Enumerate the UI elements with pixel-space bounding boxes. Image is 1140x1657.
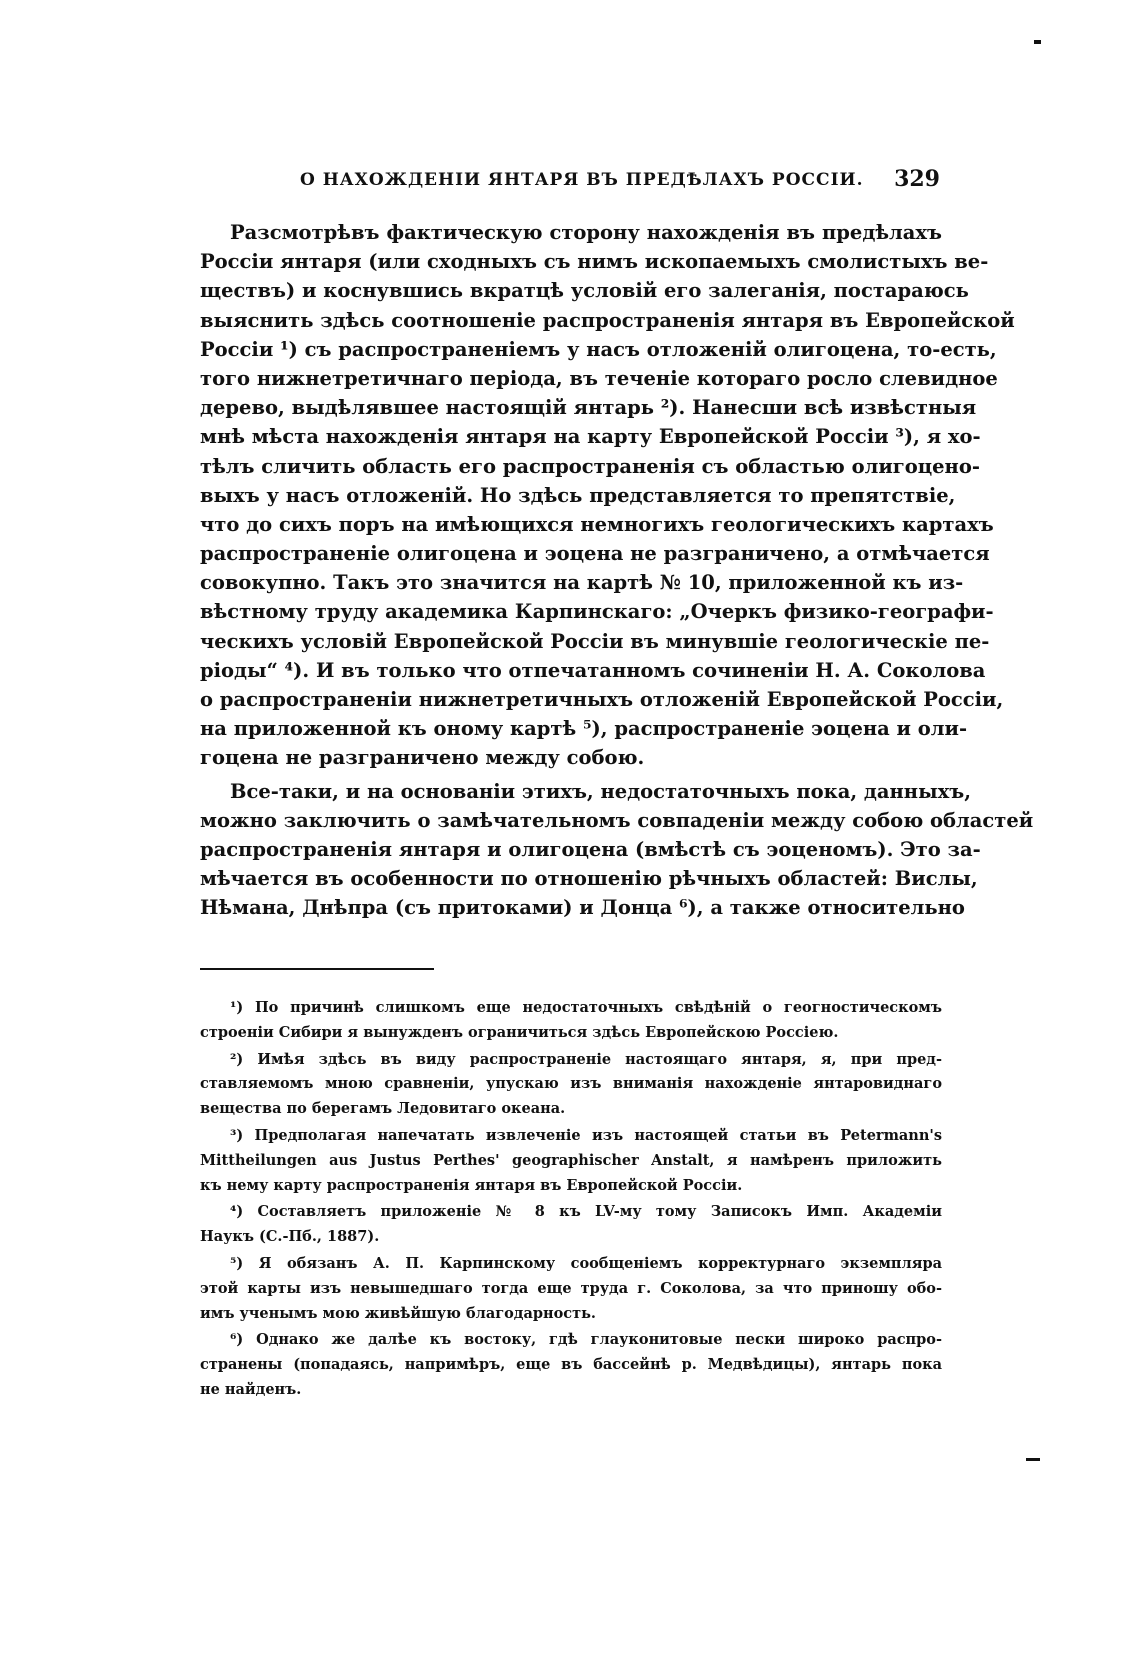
main-text	[200, 218, 1034, 923]
footnote-line: ²) Имѣя здѣсь въ виду распространеніе настоящаго янтаря, я, при пред-	[230, 1050, 942, 1068]
text-line: выяснить здѣсь соотношеніе распространенія янтаря въ Европейской	[200, 308, 1015, 332]
text-line: выхъ у насъ отложеній. Но здѣсь представляется то препятствіе,	[200, 483, 956, 507]
footnote-5	[200, 1252, 942, 1326]
running-header	[200, 166, 940, 200]
page-number: 329	[894, 166, 940, 192]
footnote-line: ³) Предполагая напечатать извлеченіе изъ настоящей статьи въ Petermann's	[230, 1126, 942, 1144]
text-line: о распространеніи нижнетретичныхъ отложеній Европейской Россіи,	[200, 688, 1004, 711]
footnotes	[200, 996, 942, 1403]
text-line: мнѣ мѣста нахожденія янтаря на карту Европейской Россіи ³), я хо-	[200, 425, 981, 449]
footnote-line: ¹) По причинѣ слишкомъ еще недостаточныхъ свѣдѣній о геогностическомъ	[230, 999, 942, 1016]
footnote-line: строеніи Сибири я вынужденъ ограничиться здѣсь Европейскою Россіею.	[200, 1023, 839, 1041]
text-line: гоцена не разграничено между собою.	[200, 746, 645, 770]
text-line: Все-таки, и на основаніи этихъ, недостаточныхъ пока, данныхъ,	[230, 779, 971, 803]
footnote-line: не найденъ.	[200, 1380, 302, 1398]
footnote-line: вещества по берегамъ Ледовитаго океана.	[200, 1100, 566, 1118]
text-line: на приложенной къ оному картѣ ⁵), распространеніе эоцена и оли-	[200, 717, 968, 741]
text-line: ріоды“ ⁴). И въ только что отпечатанномъ сочиненіи Н. А. Соколова	[200, 658, 986, 682]
text-line: мѣчается въ особенности по отношенію рѣчныхъ областей: Вислы,	[200, 867, 978, 891]
text-line: можно заключить о замѣчательномъ совпаденіи между собою областей	[200, 808, 1034, 832]
text-line: что до сихъ поръ на имѣющихся немногихъ геологическихъ картахъ	[200, 512, 994, 536]
text-line: Нѣмана, Днѣпра (съ притоками) и Донца ⁶), а также относительно	[200, 896, 965, 920]
text-line: ществъ) и коснувшись вкратцѣ условій его залеганія, постараюсь	[200, 279, 969, 303]
footnote-line: ⁶) Однако же далѣе къ востоку, гдѣ глауконитовые пески широко распро-	[230, 1331, 942, 1349]
text-line: тѣлъ сличить область его распространенія съ областью олигоцено-	[200, 454, 980, 478]
text-line: Россіи янтаря (или сходныхъ съ нимъ ископаемыхъ смолистыхъ ве-	[200, 250, 989, 274]
footnote-line: имъ ученымъ мою живѣйшую благодарность.	[200, 1304, 596, 1322]
scan-mark-bottom	[1026, 1458, 1040, 1461]
text-line: того нижнетретичнаго періода, въ теченіе котораго росло слевидное	[200, 366, 998, 390]
scan-mark-top	[1034, 40, 1041, 44]
footnote-line: Mittheilungen aus Justus Perthes' geographischer Anstalt, я намѣренъ приложить	[200, 1151, 942, 1169]
text-line: вѣстному труду академика Карпинскаго: „Очеркъ физико-географи-	[200, 600, 994, 624]
footnote-line: Наукъ (С.-Пб., 1887).	[200, 1228, 380, 1246]
paragraph-2	[200, 777, 1034, 923]
footnote-1	[200, 996, 942, 1046]
footnote-divider	[200, 968, 434, 970]
header-title: О НАХОЖДЕНІИ ЯНТАРЯ ВЪ ПРЕДѢЛАХЪ РОССІИ.	[300, 170, 864, 190]
text-line: распространеніе олигоцена и эоцена не разграничено, а отмѣчается	[200, 542, 990, 566]
footnote-line: къ нему карту распространенія янтаря въ Европейской Россіи.	[200, 1176, 743, 1194]
text-line: совокупно. Такъ это значится на картѣ № 10, приложенной къ из-	[200, 571, 964, 595]
footnote-line: ставляемомъ мною сравненіи, упускаю изъ вниманія нахожденіе янтаровиднаго	[200, 1075, 942, 1093]
footnote-6	[200, 1328, 942, 1402]
text-line: распространенія янтаря и олигоцена (вмѣстѣ съ эоценомъ). Это за-	[200, 837, 981, 861]
footnote-line: странены (попадаясь, напримѣръ, еще въ бассейнѣ р. Медвѣдицы), янтарь пока	[200, 1356, 942, 1374]
text-line: Разсмотрѣвъ фактическую сторону нахожденія въ предѣлахъ	[230, 221, 942, 244]
footnote-line: ⁴) Составляетъ приложеніе № 8 къ LV-му тому Записокъ Имп. Академіи	[230, 1203, 942, 1221]
text-line: Россіи ¹) съ распространеніемъ у насъ отложеній олигоцена, то-есть,	[200, 337, 997, 361]
footnote-line: ⁵) Я обязанъ А. П. Карпинскому сообщеніемъ корректурнаго экземпляра	[230, 1254, 942, 1272]
text-line: ческихъ условій Европейской Россіи въ минувшіе геологическіе пе-	[200, 629, 990, 653]
footnote-line: этой карты изъ невышедшаго тогда еще труда г. Соколова, за что приношу обо-	[200, 1279, 942, 1297]
paragraph-1	[200, 218, 1015, 773]
footnote-4	[200, 1200, 942, 1250]
footnote-3	[200, 1124, 942, 1198]
footnote-2	[200, 1048, 942, 1122]
text-line: дерево, выдѣлявшее настоящій янтарь ²). Нанесши всѣ извѣстныя	[200, 396, 977, 420]
